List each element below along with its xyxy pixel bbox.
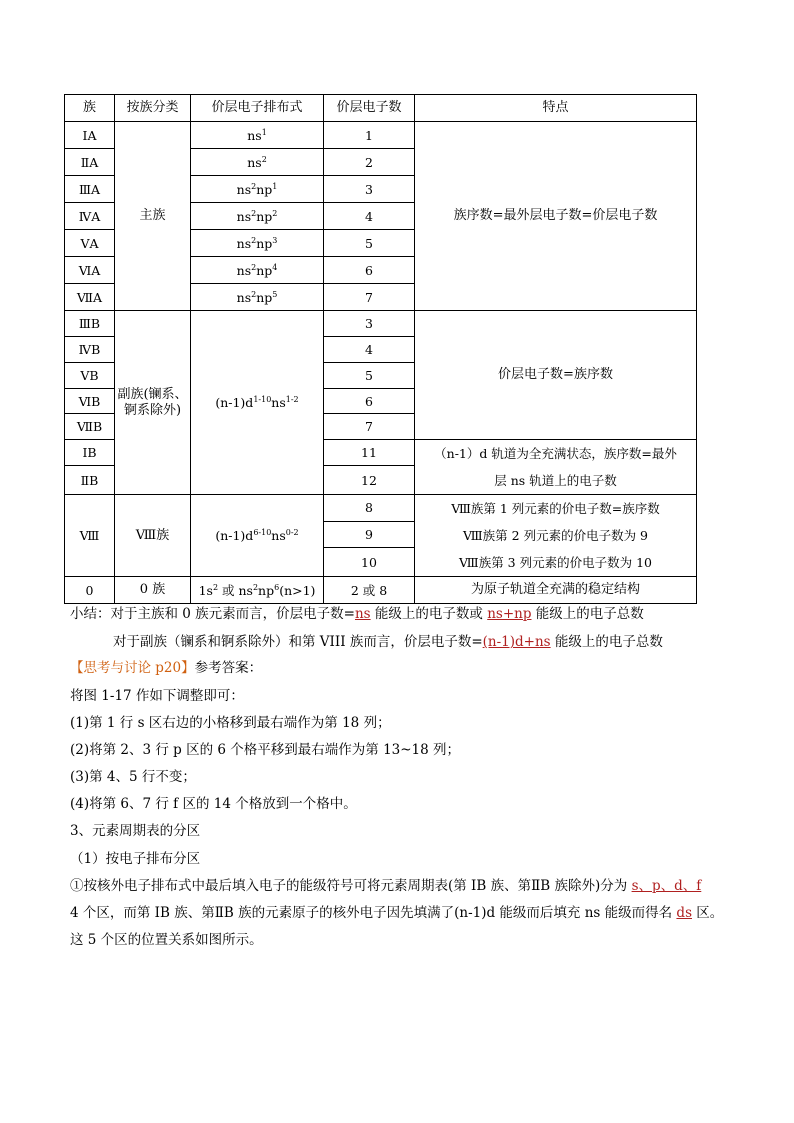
- count-cell: 2: [324, 149, 415, 176]
- feature-sub-b: （n-1）d 轨道为全充满状态，族序数=最外 层 ns 轨道上的电子数: [415, 440, 697, 495]
- header-config: 价层电子排布式: [191, 95, 324, 122]
- group-cell: ⅥB: [65, 389, 115, 414]
- group-cell: ⅠA: [65, 122, 115, 149]
- count-cell: 2 或 8: [324, 577, 415, 604]
- count-cell: 1: [324, 122, 415, 149]
- feature-sub-a: 价层电子数=族序数: [415, 311, 697, 440]
- category-group8: Ⅷ族: [115, 495, 191, 577]
- group-cell: ⅡA: [65, 149, 115, 176]
- count-cell: 5: [324, 230, 415, 257]
- count-cell: 12: [324, 466, 415, 495]
- config-group8: $(n-1)d^{6-10}ns^{0-2}$: [191, 495, 324, 577]
- group-cell: ⅤA: [65, 230, 115, 257]
- config-sub: $(n-1)d^{1-10}ns^{1-2}$: [191, 311, 324, 495]
- config-cell: $ns^2np^5$: [191, 284, 324, 311]
- group-cell: ⅤB: [65, 363, 115, 389]
- config-cell: $ns^2$: [191, 149, 324, 176]
- group-cell: ⅢB: [65, 311, 115, 337]
- group-cell: ⅣB: [65, 337, 115, 363]
- count-cell: 4: [324, 203, 415, 230]
- count-cell: 8: [324, 495, 415, 522]
- discussion-item: (1)第 1 行 s 区右边的小格移到最右端作为第 18 列；: [70, 715, 391, 731]
- group-cell: ⅦB: [65, 414, 115, 440]
- count-cell: 5: [324, 363, 415, 389]
- table-row: [65, 122, 697, 149]
- header-category: 按族分类: [115, 95, 191, 122]
- count-cell: 3: [324, 311, 415, 337]
- discussion-heading: 【思考与讨论 p20】参考答案：: [70, 660, 263, 676]
- config-zero: $1s^2$ 或 $ns^2np^6(n>1)$: [191, 577, 324, 604]
- table-row: [65, 311, 697, 337]
- config-cell: $ns^2np^3$: [191, 230, 324, 257]
- count-cell: 10: [324, 548, 415, 577]
- group-cell: 0: [65, 577, 115, 604]
- discussion-intro: 将图 1-17 作如下调整即可：: [70, 688, 244, 704]
- header-row: [65, 95, 697, 122]
- group-cell: ⅣA: [65, 203, 115, 230]
- config-cell: $ns^1$: [191, 122, 324, 149]
- discussion-item: (2)将第 2、3 行 p 区的 6 个格平移到最右端作为第 13~18 列；: [70, 742, 461, 758]
- count-cell: 4: [324, 337, 415, 363]
- group-cell: Ⅷ: [65, 495, 115, 577]
- section-subheading: （1）按电子排布分区: [70, 851, 201, 867]
- group-cell: ⅡB: [65, 466, 115, 495]
- section-paragraph: 这 5 个区的位置关系如图所示。: [70, 932, 263, 948]
- header-feature: 特点: [415, 95, 697, 122]
- table-row: [65, 577, 697, 604]
- group-cell: ⅦA: [65, 284, 115, 311]
- section-paragraph: 4 个区，而第 IB 族、第ⅡB 族的元素原子的核外电子因先填满了(n-1)d 能级而后填充 ns 能级而得名 ds 区。: [70, 905, 724, 921]
- config-cell: $ns^2np^1$: [191, 176, 324, 203]
- group-cell: ⅢA: [65, 176, 115, 203]
- count-cell: 3: [324, 176, 415, 203]
- count-cell: 9: [324, 521, 415, 548]
- count-cell: 11: [324, 440, 415, 466]
- header-count: 价层电子数: [324, 95, 415, 122]
- valence-electron-table: [64, 94, 697, 604]
- summary-line-1: 小结：对于主族和 0 族元素而言，价层电子数=ns 能级上的电子数或 ns+np 能级上的电子总数: [70, 606, 644, 622]
- header-group: 族: [65, 95, 115, 122]
- count-cell: 6: [324, 389, 415, 414]
- feature-zero: 为原子轨道全充满的稳定结构: [415, 577, 697, 604]
- count-cell: 6: [324, 257, 415, 284]
- category-main: 主族: [115, 122, 191, 311]
- group-cell: ⅥA: [65, 257, 115, 284]
- section-paragraph: ①按核外电子排布式中最后填入电子的能级符号可将元素周期表(第 IB 族、第ⅡB 族除外)分为 s、p、d、f: [70, 878, 702, 894]
- section-heading: 3、元素周期表的分区: [70, 823, 201, 839]
- category-sub: 副族(镧系、 锕系除外): [115, 311, 191, 495]
- config-cell: $ns^2np^4$: [191, 257, 324, 284]
- category-zero: 0 族: [115, 577, 191, 604]
- table-row: [65, 495, 697, 522]
- group-cell: ⅠB: [65, 440, 115, 466]
- feature-main: 族序数=最外层电子数=价层电子数: [415, 122, 697, 311]
- discussion-item: (3)第 4、5 行不变；: [70, 769, 196, 785]
- count-cell: 7: [324, 414, 415, 440]
- count-cell: 7: [324, 284, 415, 311]
- config-cell: $ns^2np^2$: [191, 203, 324, 230]
- summary-line-2: 对于副族（镧系和锕系除外）和第 VIII 族而言，价层电子数=(n-1)d+ns 能级上的电子总数: [113, 634, 663, 650]
- discussion-item: (4)将第 6、7 行 f 区的 14 个格放到一个格中。: [70, 796, 357, 812]
- feature-group8: Ⅷ族第 1 列元素的价电子数=族序数 Ⅷ族第 2 列元素的价电子数为 9 Ⅷ族第 3 列元素的价电子数为 10: [415, 495, 697, 577]
